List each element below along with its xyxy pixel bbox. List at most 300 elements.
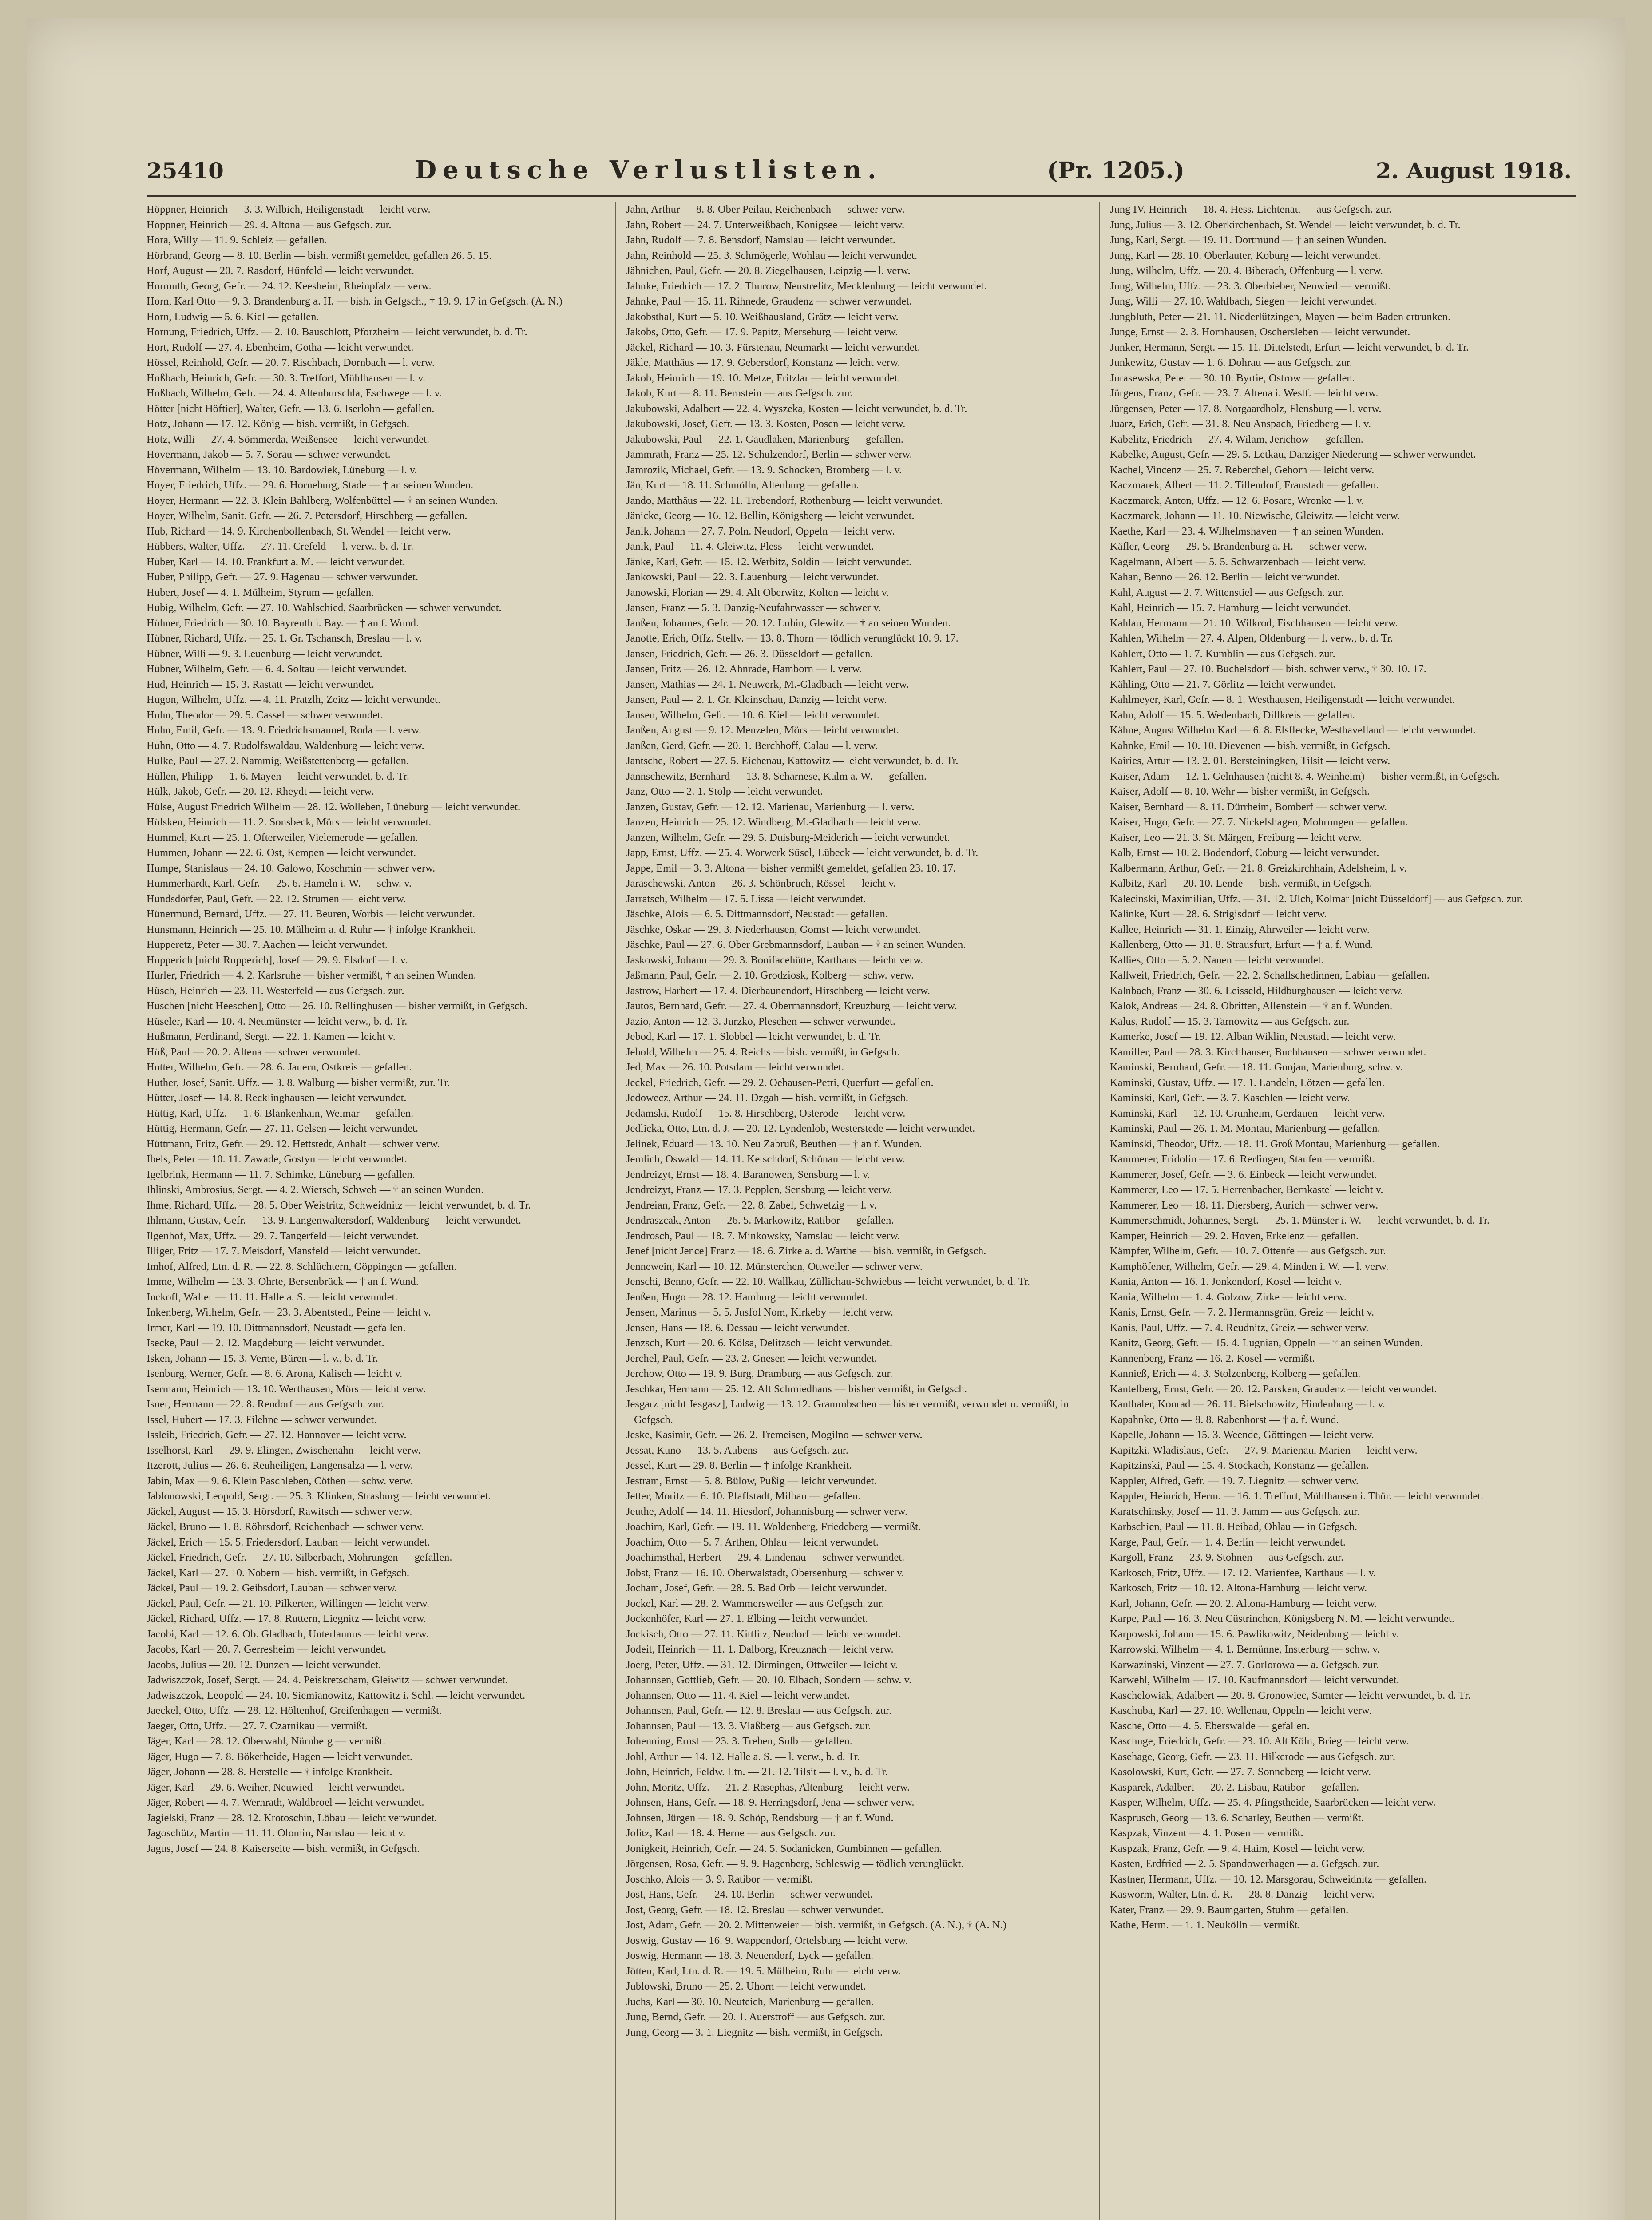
casualty-entry: Jensen, Marinus — 5. 5. Jusfol Nom, Kirkeby — leicht verw. (626, 1306, 893, 1318)
casualty-entry: John, Heinrich, Feldw. Ltn. — 21. 12. Tilsit — l. v., b. d. Tr. (626, 1766, 888, 1778)
casualty-entry: Huhn, Theodor — 29. 5. Cassel — schwer verwundet. (147, 709, 384, 721)
casualty-entry: Hotz, Johann — 17. 12. König — bish. vermißt, in Gefgsch. (147, 418, 410, 430)
casualty-entry: Jäschke, Paul — 27. 6. Ober Grebmannsdorf, Lauban — † an seinen Wunden. (626, 939, 966, 951)
casualty-entry: Hugon, Wilhelm, Uffz. — 4. 11. Pratzlh, Zeitz — leicht verwundet. (147, 694, 440, 706)
casualty-entry: Jensen, Hans — 18. 6. Dessau — leicht verwundet. (626, 1321, 850, 1334)
casualty-entry: Jungbluth, Peter — 21. 11. Niederlützingen, Mayen — beim Baden ertrunken. (1110, 310, 1451, 323)
casualty-entry: Jed, Max — 26. 10. Potsdam — leicht verwundet. (626, 1061, 844, 1073)
casualty-entry: Isenburg, Werner, Gefr. — 8. 6. Arona, Kalisch — leicht v. (147, 1368, 403, 1380)
casualty-entry: Kalok, Andreas — 24. 8. Obritten, Allenstein — † an f. Wunden. (1110, 1000, 1393, 1012)
casualty-entry: Hummel, Kurt — 25. 1. Ofterweiler, Vielemerode — gefallen. (147, 831, 418, 844)
casualty-entry: Huhn, Otto — 4. 7. Rudolfswaldau, Waldenburg — leicht verw. (147, 739, 424, 752)
casualty-entry: Jetter, Moritz — 6. 10. Pfaffstadt, Milbau — gefallen. (626, 1490, 861, 1502)
casualty-entry: Jung, Willi — 27. 10. Wahlbach, Siegen — leicht verwundet. (1110, 295, 1377, 307)
casualty-entry: Jähnichen, Paul, Gefr. — 20. 8. Ziegelhausen, Leipzig — l. verw. (626, 265, 911, 277)
casualty-entry: Jäckel, August — 15. 3. Hörsdorf, Rawitsch — schwer verw. (147, 1505, 412, 1518)
casualty-entry: Horf, August — 20. 7. Rasdorf, Hünfeld — leicht verwundet. (147, 265, 414, 277)
casualty-entry: Hußmann, Ferdinand, Sergt. — 22. 1. Kamen — leicht v. (147, 1031, 396, 1043)
casualty-entry: Kalus, Rudolf — 15. 3. Tarnowitz — aus Gefgsch. zur. (1110, 1015, 1350, 1027)
casualty-entry: Hövermann, Wilhelm — 13. 10. Bardowiek, Lüneburg — l. v. (147, 464, 417, 476)
casualty-entry: Hötter [nicht Höftier], Walter, Gefr. — 13. 6. Iserlohn — gefallen. (147, 402, 435, 415)
casualty-entry: Kasworm, Walter, Ltn. d. R. — 28. 8. Danzig — leicht verw. (1110, 1888, 1375, 1900)
casualty-entry: Kähne, August Wilhelm Karl — 6. 8. Elsflecke, Westhavelland — leicht verwundet. (1110, 724, 1476, 736)
casualty-entry: Hornung, Friedrich, Uffz. — 2. 10. Bauschlott, Pforzheim — leicht verwundet, b. d. Tr. (147, 326, 527, 338)
casualty-entry: Jocham, Josef, Gefr. — 28. 5. Bad Orb — leicht verwundet. (626, 1582, 887, 1594)
casualty-entry: Kachel, Vincenz — 25. 7. Reberchel, Gehorn — leicht verw. (1110, 464, 1375, 476)
casualty-entry: Jebold, Wilhelm — 25. 4. Reichs — bish. vermißt, in Gefgsch. (626, 1046, 900, 1058)
casualty-entry: Jesgarz [nicht Jesgasz], Ludwig — 13. 12. Grammbschen — bisher vermißt, verwundet u. vermißt, in Gefgsch. (626, 1398, 1069, 1426)
casualty-entry: Kahn, Adolf — 15. 5. Wedenbach, Dillkreis — gefallen. (1110, 709, 1355, 721)
casualty-entry: Jäckel, Karl — 27. 10. Nobern — bish. vermißt, in Gefgsch. (147, 1566, 409, 1579)
casualty-entry: Kaminski, Theodor, Uffz. — 18. 11. Groß Montau, Marienburg — gefallen. (1110, 1138, 1440, 1150)
casualty-entry: Jäckel, Bruno — 1. 8. Röhrsdorf, Reichenbach — schwer verw. (147, 1521, 424, 1533)
casualty-entry: Jost, Georg, Gefr. — 18. 12. Breslau — schwer verwundet. (626, 1903, 883, 1916)
casualty-entry: Jahn, Reinhold — 25. 3. Schmögerle, Wohlau — leicht verwundet. (626, 249, 918, 262)
casualty-entry: Jastrow, Harbert — 17. 4. Dierbaunendorf, Hirschberg — leicht verw. (626, 984, 930, 997)
casualty-entry: Jörgensen, Rosa, Gefr. — 9. 9. Hagenberg, Schleswig — tödlich verunglückt. (626, 1858, 964, 1870)
casualty-entry: Johannsen, Paul, Gefr. — 12. 8. Breslau — aus Gefgsch. zur. (626, 1705, 892, 1717)
casualty-entry: Karwazinski, Vinzent — 27. 7. Gorlorowa — a. Gefgsch. zur. (1110, 1658, 1379, 1671)
casualty-entry: Jahnke, Paul — 15. 11. Rihnede, Graudenz — schwer verwundet. (626, 295, 912, 307)
casualty-entry: Hormuth, Georg, Gefr. — 24. 12. Keesheim, Rheinpfalz — verw. (147, 280, 432, 292)
casualty-entry: Jobst, Franz — 16. 10. Oberwalstadt, Obersenburg — schwer v. (626, 1566, 904, 1579)
casualty-entry: Kaethe, Karl — 23. 4. Wilhelmshaven — † an seinen Wunden. (1110, 525, 1384, 537)
casualty-entry: Jung, Karl, Sergt. — 19. 11. Dortmund — † an seinen Wunden. (1110, 234, 1387, 246)
casualty-entry: Kasehage, Georg, Gefr. — 23. 11. Hilkerode — aus Gefgsch. zur. (1110, 1750, 1395, 1763)
casualty-entry: Jessel, Kurt — 29. 8. Berlin — † infolge Krankheit. (626, 1459, 852, 1471)
casualty-entry: Ihme, Richard, Uffz. — 28. 5. Ober Weistritz, Schweidnitz — leicht verwundet, b. d. Tr. (147, 1199, 531, 1211)
casualty-entry: Janßen, Johannes, Gefr. — 20. 12. Lubin, Glewitz — † an seinen Wunden. (626, 617, 951, 629)
casualty-entry: Hud, Heinrich — 15. 3. Rastatt — leicht verwundet. (147, 678, 375, 690)
casualty-entry: Hoßbach, Wilhelm, Gefr. — 24. 4. Altenburschla, Eschwege — l. v. (147, 387, 442, 399)
casualty-entry: Kania, Wilhelm — 1. 4. Golzow, Zirke — leicht verw. (1110, 1291, 1347, 1303)
casualty-entry: Kallee, Heinrich — 31. 1. Einzig, Ahrweiler — leicht verw. (1110, 923, 1370, 936)
casualty-entry: Kasparek, Adalbert — 20. 2. Lisbau, Ratibor — gefallen. (1110, 1781, 1359, 1793)
casualty-entry: Jautos, Bernhard, Gefr. — 27. 4. Obermannsdorf, Kreuzburg — leicht verw. (626, 1000, 957, 1012)
casualty-entry: Kammerer, Fridolin — 17. 6. Rerfingen, Staufen — vermißt. (1110, 1153, 1375, 1165)
casualty-entry: Kaminski, Karl — 12. 10. Grunheim, Gerdauen — leicht verw. (1110, 1107, 1385, 1119)
casualty-entry: Janik, Johann — 27. 7. Poln. Neudorf, Oppeln — leicht verw. (626, 525, 895, 537)
casualty-entry: Kamerke, Josef — 19. 12. Alban Wiklin, Neustadt — leicht verw. (1110, 1031, 1396, 1043)
casualty-entry: Joachim, Karl, Gefr. — 19. 11. Woldenberg, Friedeberg — vermißt. (626, 1521, 921, 1533)
casualty-entry: Kanthaler, Konrad — 26. 11. Bielschowitz, Hindenburg — l. v. (1110, 1398, 1386, 1410)
casualty-entry: Hutter, Wilhelm, Gefr. — 28. 6. Jauern, Ostkreis — gefallen. (147, 1061, 412, 1073)
casualty-entry: Jadwiszczok, Josef, Sergt. — 24. 4. Peiskretscham, Gleiwitz — schwer verwundet. (147, 1674, 508, 1686)
casualty-entry: Kalinke, Kurt — 28. 6. Strigisdorf — leicht verw. (1110, 908, 1327, 920)
casualty-entry: Jansen, Franz — 5. 3. Danzig-Neufahrwasser — schwer v. (626, 602, 881, 614)
casualty-entry: Jahn, Rudolf — 7. 8. Bensdorf, Namslau — leicht verwundet. (626, 234, 895, 246)
casualty-entry: Hubig, Wilhelm, Gefr. — 27. 10. Wahlschied, Saarbrücken — schwer verwundet. (147, 602, 502, 614)
casualty-entry: Jakobsthal, Kurt — 5. 10. Weißhausland, Grätz — leicht verw. (626, 310, 899, 323)
casualty-entry: Kaschelowiak, Adalbert — 20. 8. Gronowiec, Samter — leicht verwundet, b. d. Tr. (1110, 1689, 1471, 1701)
casualty-entry: Jung, Wilhelm, Uffz. — 20. 4. Biberach, Offenburg — l. verw. (1110, 265, 1383, 277)
casualty-entry: Hüber, Karl — 14. 10. Frankfurt a. M. — leicht verwundet. (147, 555, 405, 568)
casualty-entry: Hülse, August Friedrich Wilhelm — 28. 12. Wolleben, Lüneburg — leicht verwundet. (147, 801, 521, 813)
casualty-entry: Inkenberg, Wilhelm, Gefr. — 23. 3. Abentstedt, Peine — leicht v. (147, 1306, 431, 1318)
casualty-entry: Jerchel, Paul, Gefr. — 23. 2. Gnesen — leicht verwundet. (626, 1352, 877, 1364)
casualty-entry: Kappler, Alfred, Gefr. — 19. 7. Liegnitz — schwer verw. (1110, 1475, 1359, 1487)
casualty-entry: Karge, Paul, Gefr. — 1. 4. Berlin — leicht verwundet. (1110, 1536, 1346, 1548)
casualty-entry: Ibels, Peter — 10. 11. Zawade, Gostyn — leicht verwundet. (147, 1153, 407, 1165)
casualty-entry: Humpe, Stanislaus — 24. 10. Galowo, Koschmin — schwer verw. (147, 862, 436, 874)
casualty-entry: Jappe, Emil — 3. 3. Altona — bisher vermißt gemeldet, gefallen 23. 10. 17. (626, 862, 956, 874)
casualty-entry: Jagoschütz, Martin — 11. 11. Olomin, Namslau — leicht v. (147, 1827, 406, 1839)
casualty-entry: Hüß, Paul — 20. 2. Altena — schwer verwundet. (147, 1046, 361, 1058)
casualty-entry: Jänicke, Georg — 16. 12. Bellin, Königsberg — leicht verwundet. (626, 510, 915, 522)
casualty-entry: Kaiser, Adolf — 8. 10. Wehr — bisher vermißt, in Gefgsch. (1110, 785, 1370, 797)
casualty-entry: Janzen, Gustav, Gefr. — 12. 12. Marienau, Marienburg — l. verw. (626, 801, 915, 813)
casualty-entry: Kahl, Heinrich — 15. 7. Hamburg — leicht verwundet. (1110, 602, 1351, 614)
casualty-entry: Jänke, Karl, Gefr. — 15. 12. Werbitz, Soldin — leicht verwundet. (626, 555, 912, 568)
casualty-entry: Kamphöfener, Wilhelm, Gefr. — 29. 4. Minden i. W. — l. verw. (1110, 1260, 1389, 1273)
casualty-entry: Jakubowski, Josef, Gefr. — 13. 3. Kosten, Posen — leicht verw. (626, 418, 906, 430)
casualty-entry: Johenning, Ernst — 23. 3. Treben, Sulb — gefallen. (626, 1735, 852, 1747)
casualty-entry: Hühner, Friedrich — 30. 10. Bayreuth i. Bay. — † an f. Wund. (147, 617, 419, 629)
casualty-entry: Hübner, Richard, Uffz. — 25. 1. Gr. Tschansch, Breslau — l. v. (147, 632, 422, 644)
casualty-entry: Johnsen, Hans, Gefr. — 18. 9. Herringsdorf, Jena — schwer verw. (626, 1796, 915, 1808)
casualty-entry: Jendrosch, Paul — 18. 7. Minkowsky, Namslau — leicht verw. (626, 1229, 900, 1242)
casualty-entry: Jakubowski, Paul — 22. 1. Gaudlaken, Marienburg — gefallen. (626, 433, 903, 445)
casualty-entry: Jäckel, Erich — 15. 5. Friedersdorf, Lauban — leicht verwundet. (147, 1536, 430, 1548)
casualty-entry: Höppner, Heinrich — 3. 3. Wilbich, Heiligenstadt — leicht verw. (147, 203, 431, 215)
casualty-entry: Hoßbach, Heinrich, Gefr. — 30. 3. Treffort, Mühlhausen — l. v. (147, 372, 426, 384)
casualty-entry: Jedamski, Rudolf — 15. 8. Hirschberg, Osterode — leicht verw. (626, 1107, 906, 1119)
casualty-entry: Hüllen, Philipp — 1. 6. Mayen — leicht verwundet, b. d. Tr. (147, 770, 410, 782)
casualty-entry: Huschen [nicht Heeschen], Otto — 26. 10. Rellinghusen — bisher vermißt, in Gefgsch. (147, 1000, 528, 1012)
casualty-entry: Jung, Bernd, Gefr. — 20. 1. Auerstroff — aus Gefgsch. zur. (626, 2011, 886, 2023)
casualty-entry: Kannenberg, Franz — 16. 2. Kosel — vermißt. (1110, 1352, 1315, 1364)
casualty-entry: Jäckel, Richard, Uffz. — 17. 8. Ruttern, Liegnitz — leicht verw. (147, 1613, 427, 1625)
casualty-entry: Jung, Julius — 3. 12. Oberkirchenbach, St. Wendel — leicht verwundet, b. d. Tr. (1110, 218, 1461, 231)
casualty-entry: Jaeckel, Otto, Uffz. — 28. 12. Höltenhof, Greifenhagen — vermißt. (147, 1705, 442, 1717)
casualty-entry: Hulke, Paul — 27. 2. Nammig, Weißstettenberg — gefallen. (147, 755, 409, 767)
casualty-entry: Jankowski, Paul — 22. 3. Lauenburg — leicht verwundet. (626, 571, 879, 583)
casualty-entry: Kammerer, Leo — 17. 5. Herrenbacher, Bernkastel — leicht v. (1110, 1184, 1383, 1196)
casualty-entry: Kairies, Artur — 13. 2. 01. Bersteiningken, Tilsit — leicht verw. (1110, 755, 1391, 767)
casualty-entry: Joswig, Hermann — 18. 3. Neuendorf, Lyck — gefallen. (626, 1950, 874, 1962)
casualty-entry: Kalbitz, Karl — 20. 10. Lende — bish. vermißt, in Gefgsch. (1110, 877, 1372, 889)
casualty-entry: Jeschkar, Hermann — 25. 12. Alt Schmiedhans — bisher vermißt, in Gefgsch. (626, 1383, 967, 1395)
casualty-entry: Jäger, Robert — 4. 7. Wernrath, Waldbroel — leicht verwundet. (147, 1796, 424, 1808)
casualty-entry: Jenßen, Hugo — 28. 12. Hamburg — leicht verwundet. (626, 1291, 868, 1303)
casualty-entry: Janowski, Florian — 29. 4. Alt Oberwitz, Kolten — leicht v. (626, 586, 889, 599)
casualty-entry: Imhof, Alfred, Ltn. d. R. — 22. 8. Schlüchtern, Göppingen — gefallen. (147, 1260, 457, 1273)
casualty-entry: Jost, Adam, Gefr. — 20. 2. Mittenweier — bish. vermißt, in Gefgsch. (A. N.), † (A. N.) (626, 1919, 1006, 1931)
casualty-entry: Horn, Karl Otto — 9. 3. Brandenburg a. H. — bish. in Gefgsch., † 19. 9. 17 in Gefgsch. (A. N.) (147, 295, 563, 307)
casualty-entry: John, Moritz, Uffz. — 21. 2. Rasephas, Altenburg — leicht verw. (626, 1781, 910, 1793)
casualty-entry: Kabelke, August, Gefr. — 29. 5. Letkau, Danziger Niederung — schwer verwundet. (1110, 448, 1476, 460)
casualty-entry: Kapitzinski, Paul — 15. 4. Stockach, Konstanz — gefallen. (1110, 1459, 1369, 1471)
casualty-entry: Kaczmarek, Albert — 11. 2. Tillendorf, Fraustadt — gefallen. (1110, 479, 1379, 491)
casualty-entry: Jeckel, Friedrich, Gefr. — 29. 2. Oehausen-Petri, Querfurt — gefallen. (626, 1076, 934, 1089)
casualty-entry: Jemlich, Oswald — 14. 11. Ketschdorf, Schönau — leicht verw. (626, 1153, 905, 1165)
casualty-entry: Kahlmeyer, Karl, Gefr. — 8. 1. Westhausen, Heiligenstadt — leicht verwundet. (1110, 694, 1455, 706)
casualty-entry: Jendreizyt, Franz — 17. 3. Pepplen, Sensburg — leicht verw. (626, 1184, 892, 1196)
casualty-entry: Janotte, Erich, Offz. Stellv. — 13. 8. Thorn — tödlich verunglückt 10. 9. 17. (626, 632, 959, 644)
casualty-entry: Kasprusch, Georg — 13. 6. Scharley, Beuthen — vermißt. (1110, 1812, 1364, 1824)
casualty-entry: Hütter, Josef — 14. 8. Recklinghausen — leicht verwundet. (147, 1092, 407, 1104)
casualty-entry: Jansen, Paul — 2. 1. Gr. Kleinschau, Danzig — leicht verw. (626, 694, 887, 706)
casualty-entry: Jenef [nicht Jence] Franz — 18. 6. Zirke a. d. Warthe — bish. vermißt, in Gefgsch. (626, 1245, 986, 1257)
casualty-entry: Kanis, Ernst, Gefr. — 7. 2. Hermannsgrün, Greiz — leicht v. (1110, 1306, 1375, 1318)
casualty-entry: Jansen, Wilhelm, Gefr. — 10. 6. Kiel — leicht verwundet. (626, 709, 879, 721)
casualty-entry: Kaczmarek, Anton, Uffz. — 12. 6. Posare, Wronke — l. v. (1110, 494, 1364, 507)
casualty-entry: Kagelmann, Albert — 5. 5. Schwarzenbach — leicht verw. (1110, 555, 1366, 568)
casualty-entry: Jonigkeit, Heinrich, Gefr. — 24. 5. Sodanicken, Gumbinnen — gefallen. (626, 1842, 942, 1855)
casualty-entry: Jagus, Josef — 24. 8. Kaiserseite — bish. vermißt, in Gefgsch. (147, 1842, 420, 1855)
casualty-entry: Jahnke, Friedrich — 17. 2. Thurow, Neustrelitz, Mecklenburg — leicht verwundet. (626, 280, 987, 292)
casualty-entry: Jammrath, Franz — 25. 12. Schulzendorf, Berlin — schwer verw. (626, 448, 912, 460)
casualty-entry: Jando, Matthäus — 22. 11. Trebendorf, Rothenburg — leicht verwundet. (626, 494, 943, 507)
publication-title: Deutsche Verlustlisten. (415, 155, 883, 185)
casualty-entry: Kater, Franz — 29. 9. Baumgarten, Stuhm — gefallen. (1110, 1903, 1349, 1916)
casualty-entry: Jennewein, Karl — 10. 12. Münsterchen, Ottweiler — schwer verw. (626, 1260, 923, 1273)
casualty-entry: Jung, Karl — 28. 10. Oberlauter, Koburg — leicht verwundet. (1110, 249, 1381, 262)
casualty-entry: Kaspzak, Vinzent — 4. 1. Posen — vermißt. (1110, 1827, 1303, 1839)
casualty-entry: Hüttmann, Fritz, Gefr. — 29. 12. Hettstedt, Anhalt — schwer verw. (147, 1138, 440, 1150)
column-left (147, 202, 604, 2220)
casualty-entry: Kamper, Heinrich — 29. 2. Hoven, Erkelenz — gefallen. (1110, 1229, 1359, 1242)
casualty-entry: Jäger, Karl — 28. 12. Oberwahl, Nürnberg — vermißt. (147, 1735, 386, 1747)
casualty-entry: Kaiser, Adam — 12. 1. Gelnhausen (nicht 8. 4. Weinheim) — bisher vermißt, in Gefgsch. (1110, 770, 1500, 782)
casualty-entry: Kalnbach, Franz — 30. 6. Leisseld, Hildburghausen — leicht verw. (1110, 984, 1403, 997)
issue-date: 2. August 1918. (1375, 158, 1572, 184)
casualty-entry: Jürgens, Franz, Gefr. — 23. 7. Altena i. Westf. — leicht verw. (1110, 387, 1379, 399)
casualty-entry: Isermann, Heinrich — 13. 10. Werthausen, Mörs — leicht verw. (147, 1383, 426, 1395)
casualty-entry: Kähling, Otto — 21. 7. Görlitz — leicht verwundet. (1110, 678, 1336, 690)
casualty-entry: Kalbermann, Arthur, Gefr. — 21. 8. Greizkirchhain, Adelsheim, l. v. (1110, 862, 1407, 874)
casualty-entry: Isecke, Paul — 2. 12. Magdeburg — leicht verwundet. (147, 1337, 384, 1349)
casualty-entry: Hössel, Reinhold, Gefr. — 20. 7. Rischbach, Dornbach — l. verw. (147, 357, 435, 369)
casualty-entry: Jockisch, Otto — 27. 11. Kittlitz, Neudorf — leicht verwundet. (626, 1628, 901, 1640)
casualty-entry: Kaschuba, Karl — 27. 10. Wellenau, Oppeln — leicht verw. (1110, 1705, 1372, 1717)
casualty-entry: Jakob, Heinrich — 19. 10. Metze, Fritzlar — leicht verwundet. (626, 372, 900, 384)
casualty-entry: Jaskowski, Johann — 29. 3. Bonifacehütte, Karthaus — leicht verw. (626, 954, 923, 966)
casualty-entry: Kaminski, Karl, Gefr. — 3. 7. Kaschlen — leicht verw. (1110, 1092, 1350, 1104)
casualty-entry: Karpe, Paul — 16. 3. Neu Cüstrinchen, Königsberg N. M. — leicht verwundet. (1110, 1613, 1454, 1625)
casualty-entry: Kabelitz, Friedrich — 27. 4. Wilam, Jerichow — gefallen. (1110, 433, 1363, 445)
casualty-entry: Jacobs, Karl — 20. 7. Gerresheim — leicht verwundet. (147, 1643, 387, 1655)
casualty-entry: Kapelle, Johann — 15. 3. Weende, Göttingen — leicht verw. (1110, 1429, 1374, 1441)
casualty-entry: Isselhorst, Karl — 29. 9. Elingen, Zwischenahn — leicht verw. (147, 1444, 421, 1456)
casualty-entry: Jäckel, Friedrich, Gefr. — 27. 10. Silberbach, Mohrungen — gefallen. (147, 1551, 452, 1563)
casualty-entry: Kahan, Benno — 26. 12. Berlin — leicht verwundet. (1110, 571, 1340, 583)
casualty-entry: Kahl, August — 2. 7. Wittenstiel — aus Gefgsch. zur. (1110, 586, 1344, 599)
casualty-entry: Janzen, Heinrich — 25. 12. Windberg, M.-Gladbach — leicht verw. (626, 816, 921, 828)
casualty-entry: Ihlinski, Ambrosius, Sergt. — 4. 2. Wiersch, Schweb — † an seinen Wunden. (147, 1184, 484, 1196)
casualty-entry: Hora, Willy — 11. 9. Schleiz — gefallen. (147, 234, 327, 246)
casualty-entry: Kapitzki, Wladislaus, Gefr. — 27. 9. Marienau, Marien — leicht verw. (1110, 1444, 1418, 1456)
casualty-entry: Jablonowski, Leopold, Sergt. — 25. 3. Klinken, Strasburg — leicht verwundet. (147, 1490, 491, 1502)
casualty-entry: Jahn, Robert — 24. 7. Unterweißbach, Königsee — leicht verw. (626, 218, 905, 231)
casualty-entry: Hummerhardt, Karl, Gefr. — 25. 6. Hameln i. W. — schw. v. (147, 877, 412, 889)
casualty-entry: Hünermund, Bernard, Uffz. — 27. 11. Beuren, Worbis — leicht verwundet. (147, 908, 475, 920)
casualty-entry: Horn, Ludwig — 5. 6. Kiel — gefallen. (147, 310, 319, 323)
casualty-entry: Kannieß, Erich — 4. 3. Stolzenberg, Kolberg — gefallen. (1110, 1368, 1361, 1380)
casualty-entry: Joachim, Otto — 5. 7. Arthen, Ohlau — leicht verwundet. (626, 1536, 879, 1548)
casualty-entry: Janßen, August — 9. 12. Menzelen, Mörs — leicht verwundet. (626, 724, 899, 736)
casualty-entry: Hoyer, Friedrich, Uffz. — 29. 6. Horneburg, Stade — † an seinen Wunden. (147, 479, 474, 491)
casualty-entry: Jelinek, Eduard — 13. 10. Neu Zabruß, Beuthen — † an f. Wunden. (626, 1138, 922, 1150)
casualty-entry: Johannsen, Paul — 13. 3. Vlaßberg — aus Gefgsch. zur. (626, 1720, 871, 1732)
casualty-entry: Kaiser, Leo — 21. 3. St. Märgen, Freiburg — leicht verw. (1110, 831, 1362, 844)
casualty-entry: Hülsken, Heinrich — 11. 2. Sonsbeck, Mörs — leicht verwundet. (147, 816, 432, 828)
header-rule (147, 195, 1576, 197)
casualty-entry: Jendreizyt, Ernst — 18. 4. Baranowen, Sensburg — l. v. (626, 1168, 870, 1181)
casualty-entry: Jabin, Max — 9. 6. Klein Paschleben, Cöthen — schw. verw. (147, 1475, 413, 1487)
casualty-entry: Jodeit, Heinrich — 11. 1. Dalborg, Kreuznach — leicht verw. (626, 1643, 894, 1655)
casualty-entry: Jakobs, Otto, Gefr. — 17. 9. Papitz, Merseburg — leicht verw. (626, 326, 898, 338)
casualty-entry: Jacobi, Karl — 12. 6. Ob. Gladbach, Unterlaunus — leicht verw. (147, 1628, 429, 1640)
casualty-entry: Karkosch, Fritz, Uffz. — 17. 12. Marienfee, Karthaus — l. v. (1110, 1566, 1376, 1579)
casualty-entry: Jahn, Arthur — 8. 8. Ober Peilau, Reichenbach — schwer verw. (626, 203, 905, 215)
casualty-entry: Höppner, Heinrich — 29. 4. Altona — aus Gefgsch. zur. (147, 218, 392, 231)
casualty-entry: Jedowecz, Arthur — 24. 11. Dzgah — bish. vermißt, in Gefgsch. (626, 1092, 908, 1104)
casualty-entry: Hübbers, Walter, Uffz. — 27. 11. Crefeld — l. verw., b. d. Tr. (147, 540, 414, 552)
casualty-entry: Kaminski, Bernhard, Gefr. — 18. 11. Gnojan, Marienburg, schw. v. (1110, 1061, 1403, 1073)
casualty-entry: Jansen, Fritz — 26. 12. Ahnrade, Hamborn — l. verw. (626, 663, 862, 675)
casualty-entry: Kaiser, Hugo, Gefr. — 27. 7. Nickelshagen, Mohrungen — gefallen. (1110, 816, 1408, 828)
casualty-entry: Imme, Wilhelm — 13. 3. Ohrte, Bersenbrück — † an f. Wund. (147, 1276, 419, 1288)
casualty-entry: Hüttig, Karl, Uffz. — 1. 6. Blankenhain, Weimar — gefallen. (147, 1107, 414, 1119)
casualty-entry: Karkosch, Fritz — 10. 12. Altona-Hamburg — leicht verw. (1110, 1582, 1367, 1594)
casualty-entry: Janßen, Gerd, Gefr. — 20. 1. Berchhoff, Calau — l. verw. (626, 739, 878, 752)
casualty-entry: Jantsche, Robert — 27. 5. Eichenau, Kattowitz — leicht verwundet, b. d. Tr. (626, 755, 959, 767)
casualty-entry: Kantelberg, Ernst, Gefr. — 20. 12. Parsken, Graudenz — leicht verwundet. (1110, 1383, 1437, 1395)
casualty-entry: Kallies, Otto — 5. 2. Nauen — leicht verwundet. (1110, 954, 1324, 966)
column-divider (615, 202, 616, 2220)
casualty-entry: Inckoff, Walter — 11. 11. Halle a. S. — leicht verwundet. (147, 1291, 398, 1303)
casualty-entry: Kaspzak, Franz, Gefr. — 9. 4. Haim, Kosel — leicht verw. (1110, 1842, 1365, 1855)
casualty-entry: Kanitz, Georg, Gefr. — 15. 4. Lugnian, Oppeln — † an seinen Wunden. (1110, 1337, 1423, 1349)
casualty-entry: Juchs, Karl — 30. 10. Neuteich, Marienburg — gefallen. (626, 1995, 874, 2008)
column-middle (626, 202, 1083, 2220)
casualty-entry: Kaczmarek, Johann — 11. 10. Niewische, Gleiwitz — leicht verw. (1110, 510, 1400, 522)
casualty-entry: Kaschuge, Friedrich, Gefr. — 23. 10. Alt Köln, Brieg — leicht verw. (1110, 1735, 1409, 1747)
casualty-entry: Jäger, Johann — 28. 8. Herstelle — † infolge Krankheit. (147, 1766, 392, 1778)
casualty-entry: Karbschien, Paul — 11. 8. Heibad, Ohlau — in Gefgsch. (1110, 1521, 1358, 1533)
casualty-entry: Hüseler, Karl — 10. 4. Neumünster — leicht verw., b. d. Tr. (147, 1015, 408, 1027)
casualty-entry: Jäschke, Alois — 6. 5. Dittmannsdorf, Neustadt — gefallen. (626, 908, 888, 920)
casualty-entry: Jung, Georg — 3. 1. Liegnitz — bish. vermißt, in Gefgsch. (626, 2026, 883, 2038)
casualty-entry: Joachimsthal, Herbert — 29. 4. Lindenau — schwer verwundet. (626, 1551, 905, 1563)
casualty-entry: Kalecinski, Maximilian, Uffz. — 31. 12. Ulch, Kolmar [nicht Düsseldorf] — aus Gefgsch. zur. (1110, 892, 1523, 905)
casualty-entry: Jenzsch, Kurt — 20. 6. Kölsa, Delitzsch — leicht verwundet. (626, 1337, 893, 1349)
casualty-entry: Ihlmann, Gustav, Gefr. — 13. 9. Langenwaltersdorf, Waldenburg — leicht verwundet. (147, 1214, 521, 1226)
casualty-entry: Kahlert, Otto — 1. 7. Kumblin — aus Gefgsch. zur. (1110, 647, 1335, 660)
casualty-entry: Hurler, Friedrich — 4. 2. Karlsruhe — bisher vermißt, † an seinen Wunden. (147, 969, 476, 981)
casualty-entry: Jürgensen, Peter — 17. 8. Norgaardholz, Flensburg — l. verw. (1110, 402, 1382, 415)
casualty-entry: Kania, Anton — 16. 1. Jonkendorf, Kosel — leicht v. (1110, 1276, 1342, 1288)
casualty-entry: Jebod, Karl — 17. 1. Slobbel — leicht verwundet, b. d. Tr. (626, 1031, 881, 1043)
casualty-entry: Ilgenhof, Max, Uffz. — 29. 7. Tangerfeld — leicht verwundet. (147, 1229, 419, 1242)
casualty-entry: Janzen, Wilhelm, Gefr. — 29. 5. Duisburg-Meiderich — leicht verwundet. (626, 831, 950, 844)
casualty-entry: Kappler, Heinrich, Herm. — 16. 1. Treffurt, Mühlhausen i. Thür. — leicht verwundet. (1110, 1490, 1484, 1502)
casualty-entry: Jäschke, Oskar — 29. 3. Niederhausen, Gomst — leicht verwundet. (626, 923, 921, 936)
casualty-entry: Jäckel, Richard — 10. 3. Fürstenau, Neumarkt — leicht verwundet. (626, 341, 920, 353)
casualty-entry: Kaminski, Gustav, Uffz. — 17. 1. Landeln, Lötzen — gefallen. (1110, 1076, 1385, 1089)
issue-number: (Pr. 1205.) (1047, 157, 1185, 184)
casualty-entry: Hülk, Jakob, Gefr. — 20. 12. Rheydt — leicht verw. (147, 785, 374, 797)
casualty-entry: Hort, Rudolf — 27. 4. Ebenheim, Gotha — leicht verwundet. (147, 341, 414, 353)
casualty-entry: Igelbrink, Hermann — 11. 7. Schimke, Lüneburg — gefallen. (147, 1168, 415, 1181)
casualty-entry: Jagielski, Franz — 28. 12. Krotoschin, Löbau — leicht verwundet. (147, 1812, 437, 1824)
casualty-entry: Johannsen, Otto — 11. 4. Kiel — leicht verwundet. (626, 1689, 850, 1701)
casualty-entry: Issel, Hubert — 17. 3. Filehne — schwer verwundet. (147, 1413, 377, 1426)
casualty-entry: Jeske, Kasimir, Gefr. — 26. 2. Tremeisen, Mogilno — schwer verw. (626, 1429, 923, 1441)
casualty-entry: Jendreian, Franz, Gefr. — 22. 8. Zabel, Schwetzig — l. v. (626, 1199, 877, 1211)
casualty-entry: Huther, Josef, Sanit. Uffz. — 3. 8. Walburg — bisher vermißt, zur. Tr. (147, 1076, 450, 1089)
page-header (147, 155, 1572, 191)
casualty-entry: Junker, Hermann, Sergt. — 15. 11. Dittelstedt, Erfurt — leicht verwundet, b. d. Tr. (1110, 341, 1469, 353)
casualty-entry: Janz, Otto — 2. 1. Stolp — leicht verwundet. (626, 785, 823, 797)
casualty-entry: Jäckel, Paul — 19. 2. Geibsdorf, Lauban — schwer verw. (147, 1582, 397, 1594)
casualty-entry: Kahlen, Wilhelm — 27. 4. Alpen, Oldenburg — l. verw., b. d. Tr. (1110, 632, 1393, 644)
casualty-entry: Huhn, Emil, Gefr. — 13. 9. Friedrichsmannel, Roda — l. verw. (147, 724, 421, 736)
casualty-entry: Jaraschewski, Anton — 26. 3. Schönbruch, Rössel — leicht v. (626, 877, 896, 889)
casualty-entry: Jaßmann, Paul, Gefr. — 2. 10. Grodziosk, Kolberg — schw. verw. (626, 969, 914, 981)
column-right (1110, 202, 1567, 2220)
casualty-entry: Hundsdörfer, Paul, Gefr. — 22. 12. Strumen — leicht verw. (147, 892, 406, 905)
casualty-entry: Hübner, Wilhelm, Gefr. — 6. 4. Soltau — leicht verwundet. (147, 663, 407, 675)
casualty-entry: Jurasewska, Peter — 30. 10. Byrtie, Ostrow — gefallen. (1110, 372, 1355, 384)
casualty-entry: Kahnke, Emil — 10. 10. Dievenen — bish. vermißt, in Gefgsch. (1110, 739, 1391, 752)
casualty-entry: Hüttig, Hermann, Gefr. — 27. 11. Gelsen — leicht verwundet. (147, 1122, 419, 1134)
casualty-entry: Jenschi, Benno, Gefr. — 22. 10. Wallkau, Züllichau-Schwiebus — leicht verwundet, b. d. Tr. (626, 1276, 1030, 1288)
casualty-entry: Jerchow, Otto — 19. 9. Burg, Dramburg — aus Gefgsch. zur. (626, 1368, 893, 1380)
casualty-entry: Jendraszcak, Anton — 26. 5. Markowitz, Ratibor — gefallen. (626, 1214, 894, 1226)
casualty-entry: Jessat, Kuno — 13. 5. Aubens — aus Gefgsch. zur. (626, 1444, 848, 1456)
casualty-entry: Jakubowski, Adalbert — 22. 4. Wyszeka, Kosten — leicht verwundet, b. d. Tr. (626, 402, 967, 415)
casualty-entry: Jedlicka, Otto, Ltn. d. J. — 20. 12. Lyndenlob, Westerstede — leicht verwundet. (626, 1122, 975, 1134)
casualty-entry: Hub, Richard — 14. 9. Kirchenbollenbach, St. Wendel — leicht verw. (147, 525, 451, 537)
casualty-entry: Johannsen, Gottlieb, Gefr. — 20. 10. Elbach, Sondern — schw. v. (626, 1674, 912, 1686)
casualty-entry: Juarz, Erich, Gefr. — 31. 8. Neu Anspach, Friedberg — l. v. (1110, 418, 1371, 430)
casualty-entry: Jäger, Karl — 29. 6. Weiher, Neuwied — leicht verwundet. (147, 1781, 404, 1793)
casualty-entry: Kastner, Hermann, Uffz. — 10. 12. Marsgorau, Schweidnitz — gefallen. (1110, 1873, 1426, 1885)
casualty-entry: Kaiser, Bernhard — 8. 11. Dürrheim, Bomberf — schwer verw. (1110, 801, 1387, 813)
casualty-entry: Kasper, Wilhelm, Uffz. — 25. 4. Pfingstheide, Saarbrücken — leicht verw. (1110, 1796, 1436, 1808)
casualty-entry: Joswig, Gustav — 16. 9. Wappendorf, Ortelsburg — leicht verw. (626, 1934, 908, 1946)
casualty-entry: Jansen, Mathias — 24. 1. Neuwerk, M.-Gladbach — leicht verw. (626, 678, 909, 690)
casualty-entry: Janik, Paul — 11. 4. Gleiwitz, Pless — leicht verwundet. (626, 540, 874, 552)
casualty-entry: Kasche, Otto — 4. 5. Eberswalde — gefallen. (1110, 1720, 1310, 1732)
casualty-entry: Kargoll, Franz — 23. 9. Stohnen — aus Gefgsch. zur. (1110, 1551, 1344, 1563)
casualty-entry: Joerg, Peter, Uffz. — 31. 12. Dirmingen, Ottweiler — leicht v. (626, 1658, 898, 1671)
casualty-entry: Hubert, Josef — 4. 1. Mülheim, Styrum — gefallen. (147, 586, 374, 599)
casualty-entry: Isner, Hermann — 22. 8. Rendorf — aus Gefgsch. zur. (147, 1398, 384, 1410)
casualty-entry: Kammerer, Josef, Gefr. — 3. 6. Einbeck — leicht verwundet. (1110, 1168, 1377, 1181)
casualty-entry: Jazio, Anton — 12. 3. Jurzko, Pleschen — schwer verwundet. (626, 1015, 895, 1027)
casualty-entry: Karrowski, Wilhelm — 4. 1. Bernünne, Insterburg — schw. v. (1110, 1643, 1380, 1655)
casualty-entry: Jost, Hans, Gefr. — 24. 10. Berlin — schwer verwundet. (626, 1888, 873, 1900)
casualty-entry: Joschko, Alois — 3. 9. Ratibor — vermißt. (626, 1873, 813, 1885)
casualty-entry: Karl, Johann, Gefr. — 20. 2. Altona-Hamburg — leicht verw. (1110, 1597, 1377, 1610)
casualty-entry: Jäger, Hugo — 7. 8. Bökerheide, Hagen — leicht verwundet. (147, 1750, 413, 1763)
casualty-entry: Kamiller, Paul — 28. 3. Kirchhauser, Buchhausen — schwer verwundet. (1110, 1046, 1426, 1058)
casualty-entry: Jacobs, Julius — 20. 12. Dunzen — leicht verwundet. (147, 1658, 381, 1671)
casualty-entry: Isken, Johann — 15. 3. Verne, Büren — l. v., b. d. Tr. (147, 1352, 378, 1364)
casualty-entry: Karatschinsky, Josef — 11. 3. Jamm — aus Gefgsch. zur. (1110, 1505, 1360, 1518)
casualty-entry: Hörbrand, Georg — 8. 10. Berlin — bish. vermißt gemeldet, gefallen 26. 5. 15. (147, 249, 492, 262)
casualty-entry: Hupperich [nicht Rupperich], Josef — 29. 9. Elsdorf — l. v. (147, 954, 408, 966)
casualty-entry: Kapahnke, Otto — 8. 8. Rabenhorst — † a. f. Wund. (1110, 1413, 1339, 1426)
casualty-entry: Hübner, Willi — 9. 3. Leuenburg — leicht verwundet. (147, 647, 383, 660)
casualty-entry: Kahlau, Hermann — 21. 10. Wilkrod, Fischhausen — leicht verw. (1110, 617, 1398, 629)
casualty-entry: Jestram, Ernst — 5. 8. Bülow, Pußig — leicht verwundet. (626, 1475, 877, 1487)
casualty-entry: Jakob, Kurt — 8. 11. Bernstein — aus Gefgsch. zur. (626, 387, 853, 399)
casualty-entry: Jän, Kurt — 18. 11. Schmölln, Altenburg — gefallen. (626, 479, 859, 491)
